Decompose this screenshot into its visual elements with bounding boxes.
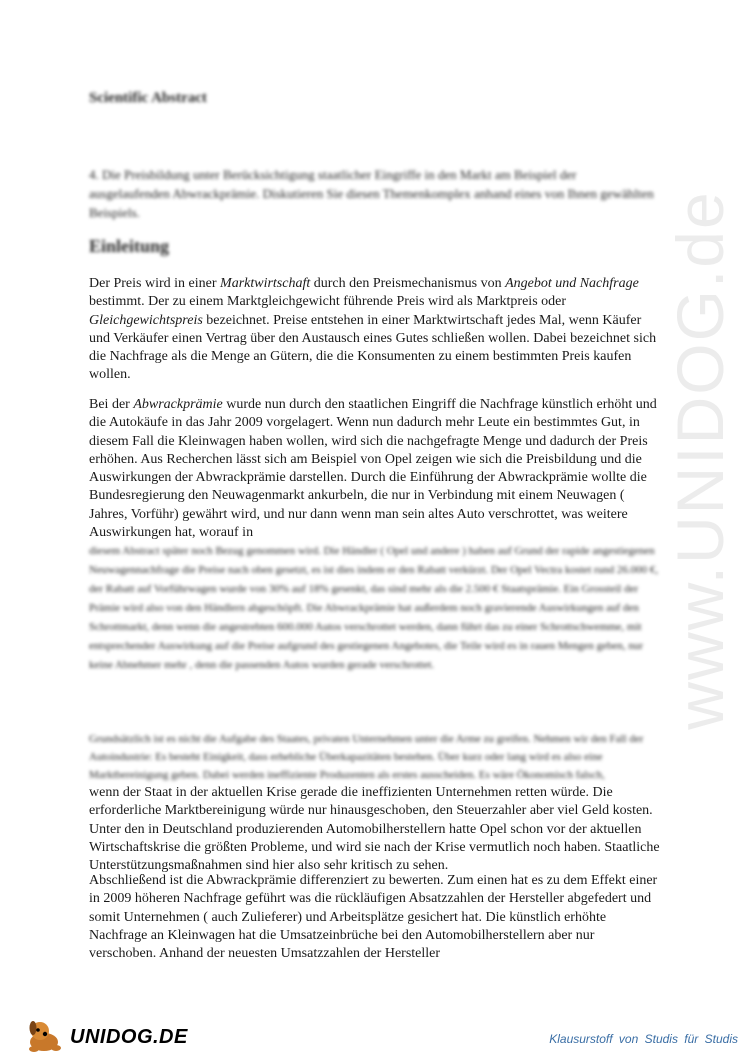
term-abwrackpraemie: Abwrackprämie (133, 397, 223, 412)
term-gleichgewichtspreis: Gleichgewichtspreis (89, 312, 203, 328)
document-title: Scientific Abstract (89, 90, 207, 106)
p1-text-4: bezeichnet. Preise entstehen in einer Marktwirtschaft jedes Mal, wenn Käufer und Verkäufer einen Vertrag über den Austausch eines Gutes schließen wollen. Dabei bezeichnet sich die Nachfrage als die Menge an Gütern, die die Konsumenten zu einem bestimmten Preis kaufen wollen. (89, 312, 657, 383)
footer-logo[interactable] (26, 1018, 188, 1054)
p1-text-2: durch den Preismechanismus von (310, 276, 506, 291)
logo-text: UNIDOG.DE (70, 1026, 188, 1048)
paragraph-2-blurred: diesem Abstract später noch Bezug genommen wird. Die Händler ( Opel und andere ) haben auf Grund der rapide angestiegenen Neuwagennachfrage die Preise nach oben gesetzt, es ist dies indem er den Rabatt verkürzt. Der Opel Vectra kostet rund 26.000 €, der Rabatt auf Vorführwagen wurde von 30% auf 18% gesenkt, das sind mehr als die 2.500 € Staatsprämie. Ein Grossteil der Prämie wird also von den Händlern abgeschöpft. Die Abwrackprämie hat außerdem noch gravierende Auswirkungen auf den Schrottmarkt, denn wenn die angestrebten 600.000 Autos verschrottet werden, dann führt das zu einer Schrottschwemme, mit entsprechender Auswirkung auf die Preise aufgrund des gestiegenen Angebotes, die Teile wird es in rauen Mengen geben, nur keine Abnehmer mehr , denn die passenden Autos wurden gerade verschrottet. (89, 545, 659, 672)
paragraph-3-blurred: Grundsätzlich ist es nicht die Aufgabe des Staates, privaten Unternehmen unter die Arme zu greifen. Nehmen wir den Fall der Autoindustrie: Es besteht Einigkeit, dass erhebliche Überkapazitäten bestehen. Über kurz oder lang wird es also eine Marktbereinigung geben. Dabei werden ineffiziente Produzenten als erstes ausscheiden. Es wäre Ökonomisch falsch, (89, 733, 644, 781)
p2-text-2: wurde nun durch den staatlichen Eingriff die Nachfrage künstlich erhöht und die Autokäufe in das Jahr 2009 vorgelagert. Wenn nun dadurch mehr Leute ein bestimmtes Gut, in diesem Fall die Kleinwagen haben wollen, wird sich die nachgefragte Menge und dadurch der Preis erhöhen. Aus Recherchen lässt sich am Beispiel von Opel zeigen wie sich die Preisbildung und die Auswirkungen der Abwrackprämie darstellen. Durch die Einführung der Abwrackprämie wollte die Bundesregierung den Neuwagenmarkt ankurbeln, die nur in Verbindung mit einem Neuwagen ( Jahres, Vorführ) gewährt wird, und nur dann wenn man sein altes Auto verschrottet, was weitere Auswirkungen hat, worauf in (89, 397, 657, 541)
paragraph-3-visible: wenn der Staat in der aktuellen Krise gerade die ineffizienten Unternehmen retten würde. Die erforderliche Marktbereinigung würde nur hinausgeschoben, den Steuerzahler aber viel Geld kosten. Unter den in Deutschland produzierenden Automobilherstellern hatte Opel schon vor der aktuellen Wirtschaftskrise die größten Probleme, und wird sie nach der Krise vermutlich noch haben. Staatliche Unterstützungsmaßnahmen sind hier also sehr kritisch zu sehen. (89, 785, 660, 874)
dog-mascot-icon (26, 1018, 70, 1054)
paragraph-3 (89, 730, 664, 875)
term-marktwirtschaft: Marktwirtschaft (220, 276, 311, 291)
watermark-text: www.UNIDOG.de (663, 190, 737, 730)
task-statement: 4. Die Preisbildung unter Berücksichtigung staatlicher Eingriffe in den Markt am Beispiel der ausgelaufenden Abwrackprämie. Diskutieren Sie diesen Themenkomplex anhand eines von Ihnen gewählten Beispiels. (89, 167, 654, 220)
paragraph-2-visible (89, 396, 664, 542)
paragraph-1 (89, 275, 664, 385)
section-heading-einleitung: Einleitung (89, 236, 170, 256)
p1-text-3: bestimmt. Der zu einem Marktgleichgewicht führende Preis wird als Marktpreis oder (89, 294, 567, 310)
footer-tagline: Klausurstoff von Studis für Studis (549, 1032, 738, 1046)
p2-text-1: Bei der (89, 397, 134, 412)
term-angebot-nachfrage: Angebot und Nachfrage (505, 276, 639, 291)
paragraph-4: Abschließend ist die Abwrackprämie differenziert zu bewerten. Zum einen hat es zu dem Effekt einer in 2009 höheren Nachfrage geführt was die rückläufigen Absatzzahlen der Hersteller abgefedert und somit Unternehmen ( auch Zulieferer) und Arbeitsplätze gesichert hat. Die künstlich erhöhte Nachfrage an Kleinwagen hat die Umsatzeinbrüche bei den Automobilherstellern aber nur verschoben. Anhand der neuesten Umsatzzahlen der Hersteller (89, 873, 658, 962)
p1-text-1: Der Preis wird in einer (89, 276, 221, 291)
paragraph-2 (89, 396, 664, 675)
